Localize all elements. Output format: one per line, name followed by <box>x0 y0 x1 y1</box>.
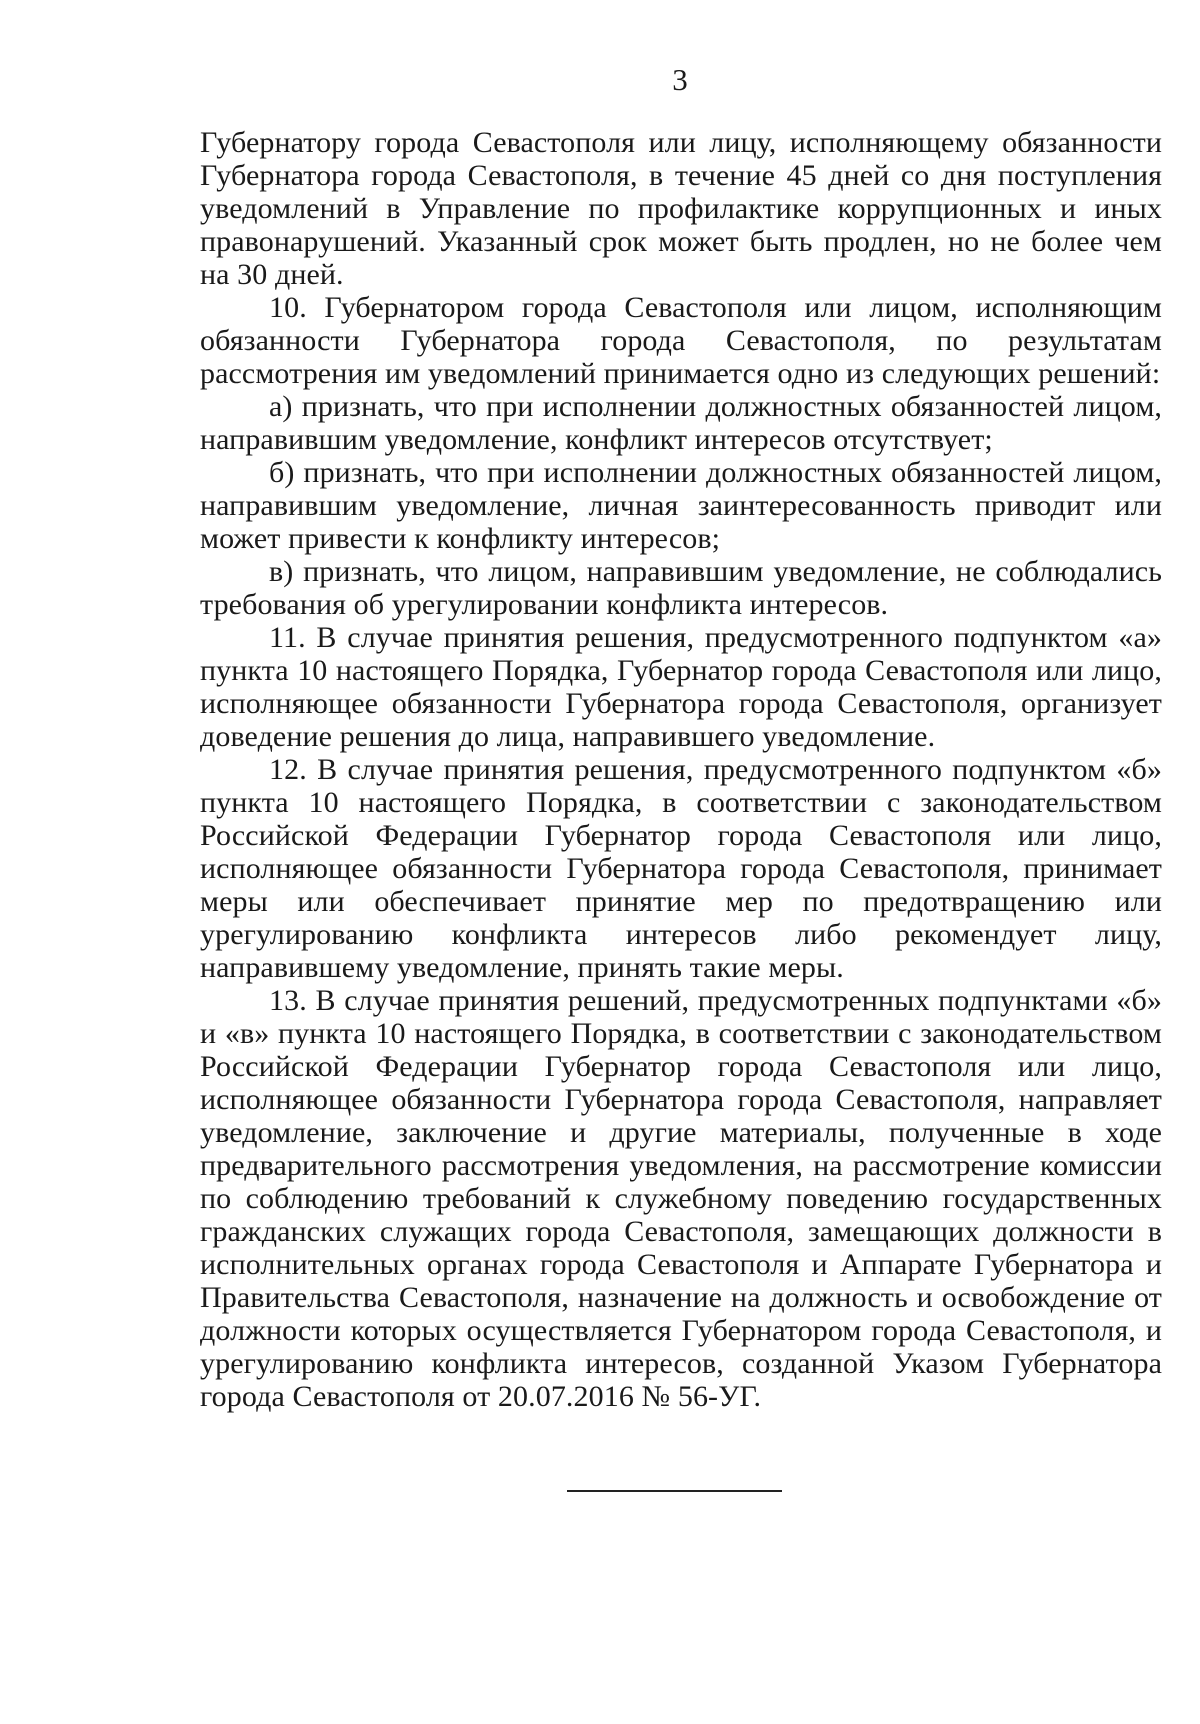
paragraph-item-11: 11. В случае принятия решения, предусмотренного подпунктом «а» пункта 10 настоящего Порядка, Губернатор города Севастополя или лицо, исполняющее обязанности Губернатора города Севастополя, организует доведение решения до лица, направившего уведомление. <box>200 621 1162 753</box>
paragraph-item-10-b: б) признать, что при исполнении должностных обязанностей лицом, направившим уведомление, личная заинтересованность приводит или может привести к конфликту интересов; <box>200 456 1162 555</box>
paragraph-item-13: 13. В случае принятия решений, предусмотренных подпунктами «б» и «в» пункта 10 настоящего Порядка, в соответствии с законодательством Российской Федерации Губернатор города Севастополя или лицо, исполняющее обязанности Губернатора города Севастополя, направляет уведомление, заключение и другие материалы, полученные в ходе предварительного рассмотрения уведомления, на рассмотрение комиссии по соблюдению требований к служебному поведению государственных гражданских служащих города Севастополя, замещающих должности в исполнительных органах города Севастополя и Аппарате Губернатора и Правительства Севастополя, назначение на должность и освобождение от должности которых осуществляется Губернатором города Севастополя, и урегулированию конфликта интересов, созданной Указом Губернатора города Севастополя от 20.07.2016 № 56-УГ. <box>200 984 1162 1413</box>
paragraph-item-10-a: а) признать, что при исполнении должностных обязанностей лицом, направившим уведомление, конфликт интересов отсутствует; <box>200 390 1162 456</box>
paragraph-item-12: 12. В случае принятия решения, предусмотренного подпунктом «б» пункта 10 настоящего Порядка, в соответствии с законодательством Российской Федерации Губернатор города Севастополя или лицо, исполняющее обязанности Губернатора города Севастополя, принимает меры или обеспечивает принятие мер по предотвращению или урегулированию конфликта интересов либо рекомендует лицу, направившему уведомление, принять такие меры. <box>200 753 1162 984</box>
document-body <box>200 126 1162 1413</box>
end-of-document-rule <box>567 1490 782 1492</box>
paragraph-continuation: Губернатору города Севастополя или лицу, исполняющему обязанности Губернатора города Севастополя, в течение 45 дней со дня поступления уведомлений в Управление по профилактике коррупционных и иных правонарушений. Указанный срок может быть продлен, но не более чем на 30 дней. <box>200 126 1162 291</box>
paragraph-item-10: 10. Губернатором города Севастополя или лицом, исполняющим обязанности Губернатора города Севастополя, по результатам рассмотрения им уведомлений принимается одно из следующих решений: <box>200 291 1162 390</box>
paragraph-item-10-v: в) признать, что лицом, направившим уведомление, не соблюдались требования об урегулировании конфликта интересов. <box>200 555 1162 621</box>
page-number: 3 <box>672 62 688 97</box>
